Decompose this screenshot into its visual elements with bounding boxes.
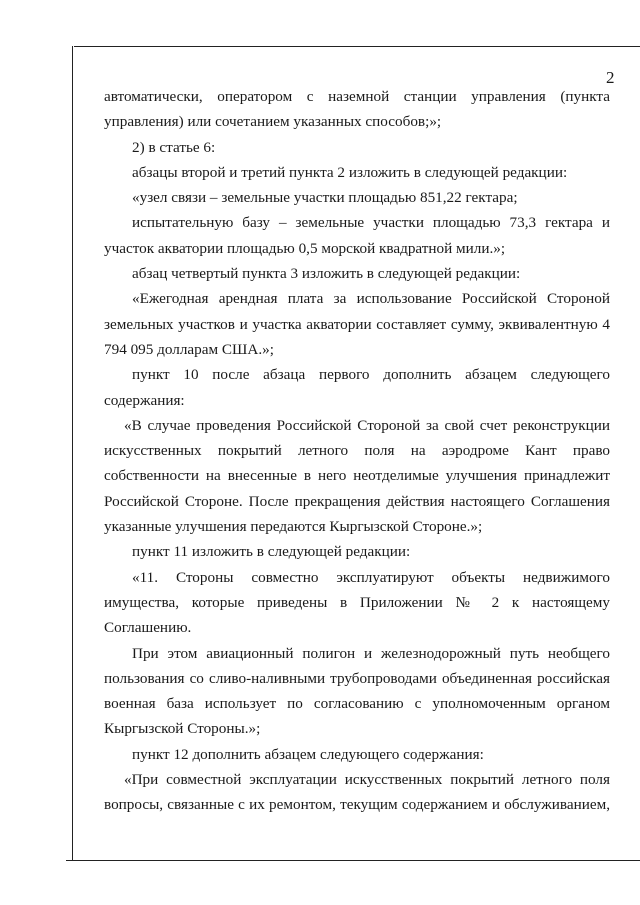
- paragraph: «В случае проведения Российской Стороной за свой счет реконструкции искусственных покрытий летного поля на аэродроме Кант право собственности на внесенные в него неотделимые улучшения принадлежит Российской Стороне. После прекращения действия настоящего Соглашения указанные улучшения передаются Кыргызской Стороне.»;: [104, 416, 610, 536]
- paragraph: 2) в статье 6:: [132, 138, 216, 156]
- paragraph: При этом авиационный полигон и железнодорожный путь необщего пользования со сливо-наливными трубопроводами объединенная российская военная база использует по согласованию с уполномоченным органом Кыргызской Стороны.»;: [104, 644, 610, 738]
- document-body: [104, 84, 610, 818]
- paragraph: «При совместной эксплуатации искусственных покрытий летного поля вопросы, связанные с их ремонтом, текущим содержанием и обслуживанием,: [104, 771, 610, 814]
- paragraph: пункт 10 после абзаца первого дополнить абзацем следующего содержания:: [104, 366, 610, 409]
- paragraph: «11. Стороны совместно эксплуатируют объекты недвижимого имущества, которые приведены в Приложении № 2 к настоящему Соглашению.: [104, 568, 610, 637]
- paragraph: испытательную базу – земельные участки площадью 73,3 гектара и участок акватории площадью 0,5 морской квадратной мили.»;: [104, 214, 610, 257]
- paragraph: автоматически, оператором с наземной станции управления (пункта управления) или сочетанием указанных способов;»;: [104, 88, 610, 131]
- paragraph: пункт 12 дополнить абзацем следующего содержания:: [132, 745, 484, 763]
- page-frame-top-border: [74, 46, 640, 47]
- paragraph: «Ежегодная арендная плата за использование Российской Стороной земельных участков и участка акватории составляет сумму, эквивалентную 4 794 095 долларам США.»;: [104, 290, 610, 358]
- page-frame-left-border: [72, 46, 73, 860]
- page-frame-bottom-border: [66, 860, 640, 861]
- paragraph: абзацы второй и третий пункта 2 изложить в следующей редакции:: [132, 163, 568, 181]
- paragraph: абзац четвертый пункта 3 изложить в следующей редакции:: [132, 265, 521, 283]
- paragraph: пункт 11 изложить в следующей редакции:: [132, 543, 411, 561]
- paragraph: «узел связи – земельные участки площадью 851,22 гектара;: [132, 189, 518, 207]
- page-number: 2: [606, 68, 615, 87]
